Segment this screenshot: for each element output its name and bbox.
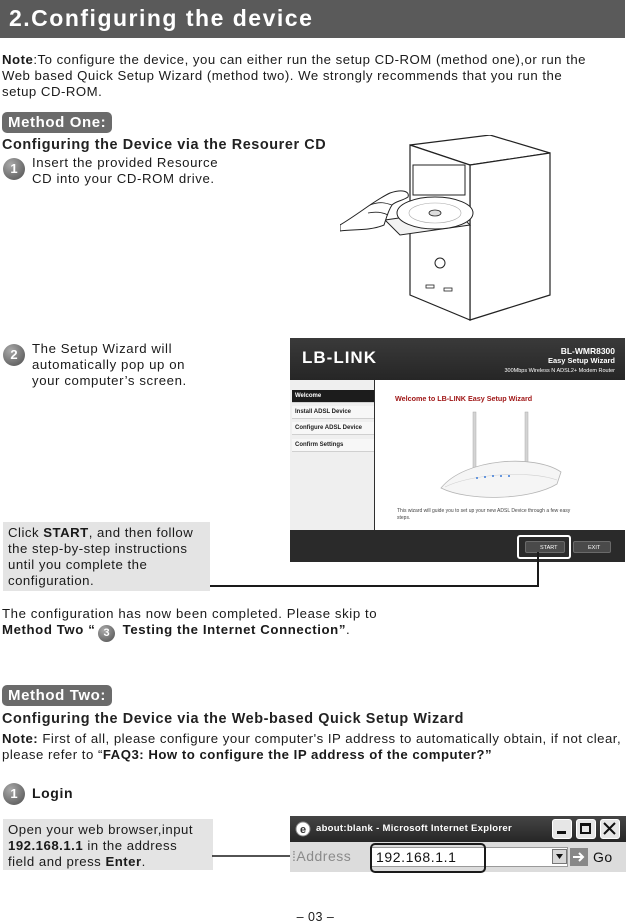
step-2-line-1: The Setup Wizard will (32, 341, 173, 356)
intro-note (2, 52, 628, 100)
start-word: START (43, 525, 89, 540)
step-2-text (32, 341, 187, 389)
wizard-main-panel (375, 380, 625, 530)
step-1-line-1: Insert the provided Resource (32, 155, 219, 170)
setup-wizard-screenshot (290, 338, 625, 562)
step-1-text (32, 155, 218, 187)
wizard-menu-configure[interactable]: Configure ADSL Device (292, 422, 374, 435)
address-label: ⁞Address (292, 848, 352, 864)
note-text-3: setup CD-ROM. (2, 84, 103, 99)
click-line-3: until you complete the (8, 557, 148, 572)
faq3-reference: FAQ3: How to configure the IP address of the computer?” (102, 747, 493, 762)
minimize-button[interactable] (552, 819, 572, 839)
note-label: Note (2, 52, 34, 67)
method-two-note-label: Note: (2, 731, 39, 746)
maximize-button[interactable] (576, 819, 596, 839)
wizard-menu-install[interactable]: Install ADSL Device (292, 406, 374, 419)
method-two-note-pre: please refer to “ (2, 747, 103, 762)
step-2-number: 2 (3, 344, 25, 366)
ie-icon (294, 820, 312, 838)
login-line-2: in the address (83, 838, 178, 853)
minimize-icon (557, 831, 566, 834)
login-title: Login (32, 785, 74, 801)
step-1-line-2: CD into your CD-ROM drive. (32, 171, 215, 186)
wizard-menu-welcome[interactable]: Welcome (292, 390, 374, 403)
wizard-description (397, 508, 622, 522)
wizard-model: BL-WMR8300 (560, 346, 615, 356)
page-title: 2.Configuring the device (9, 5, 314, 31)
step-1-number: 1 (3, 158, 25, 180)
wizard-start-button[interactable]: START (525, 541, 565, 553)
method-one-pill: Method One: (2, 112, 112, 133)
click-suffix: , and then follow (88, 525, 194, 540)
wizard-exit-button[interactable]: EXIT (573, 541, 611, 553)
wizard-subtitle: Easy Setup Wizard (547, 356, 615, 365)
computer-tower-illustration (340, 135, 560, 325)
start-connector-line (208, 550, 548, 590)
lb-link-logo: LB-LINK (302, 348, 377, 367)
method-two-heading: Configuring the Device via the Web-based Quick Setup Wizard (2, 711, 464, 727)
click-line-4: configuration. (8, 573, 95, 588)
wizard-menu-confirm[interactable]: Confirm Settings (292, 439, 374, 452)
login-instructions-box (3, 819, 213, 870)
completed-line-1: The configuration has now been completed. Please skip to (2, 606, 378, 621)
inline-step-3-number: 3 (98, 625, 115, 642)
method-two-note (2, 731, 630, 763)
enter-key-word: Enter (105, 854, 142, 869)
close-icon (601, 820, 618, 837)
browser-title: about:blank - Microsoft Internet Explorer (316, 823, 512, 834)
browser-window (290, 816, 626, 872)
svg-text:e: e (299, 824, 307, 836)
wizard-model-info (504, 346, 615, 376)
go-arrow-icon[interactable] (570, 848, 588, 866)
login-line-1: Open your web browser,input (8, 822, 194, 837)
login-line-3-pre: field and press (8, 854, 106, 869)
wizard-welcome-title: Welcome to LB-LINK Easy Setup Wizard (395, 394, 533, 403)
close-button[interactable] (600, 819, 620, 839)
completed-end: . (346, 622, 351, 637)
address-dropdown[interactable] (552, 849, 567, 864)
click-prefix: Click (8, 525, 44, 540)
note-text-1: :To configure the device, you can either run the setup CD-ROM (method one),or run the (33, 52, 586, 67)
address-label-text: Address (296, 848, 352, 864)
method-two-pill: Method Two: (2, 685, 112, 706)
step-2-line-2: automatically pop up on (32, 357, 186, 372)
login-ip: 192.168.1.1 (8, 838, 84, 853)
wizard-description-1: This wizard will guide you to set up your new ADSL Device through a few easy (397, 508, 571, 514)
method-two-note-text: First of all, please configure your computer's IP address to automatically obtain, if not clear, (38, 731, 622, 746)
login-line-3-post: . (141, 854, 146, 869)
router-image (435, 410, 565, 505)
method-one-heading: Configuring the Device via the Resourer CD (2, 137, 327, 153)
go-button[interactable]: Go (593, 849, 613, 865)
note-text-2: Web based Quick Setup Wizard (method two). We strongly recommends that you run the (2, 68, 563, 83)
click-start-box (3, 522, 210, 591)
chevron-down-icon (553, 850, 566, 863)
wizard-tagline: 300Mbps Wireless N ADSL2+ Modem Router (504, 368, 615, 374)
completed-title: Testing the Internet Connection” (118, 622, 347, 637)
completed-prefix: Method Two “ (2, 622, 96, 637)
click-line-2: the step-by-step instructions (8, 541, 188, 556)
address-value: 192.168.1.1 (376, 849, 457, 865)
maximize-icon (580, 823, 591, 834)
completed-text (2, 606, 377, 642)
login-step-number: 1 (3, 783, 25, 805)
wizard-description-2: steps. (397, 515, 411, 521)
address-highlight-frame (370, 843, 486, 873)
step-2-line-3: your computer’s screen. (32, 373, 187, 388)
page-number: – 03 – (296, 910, 335, 924)
